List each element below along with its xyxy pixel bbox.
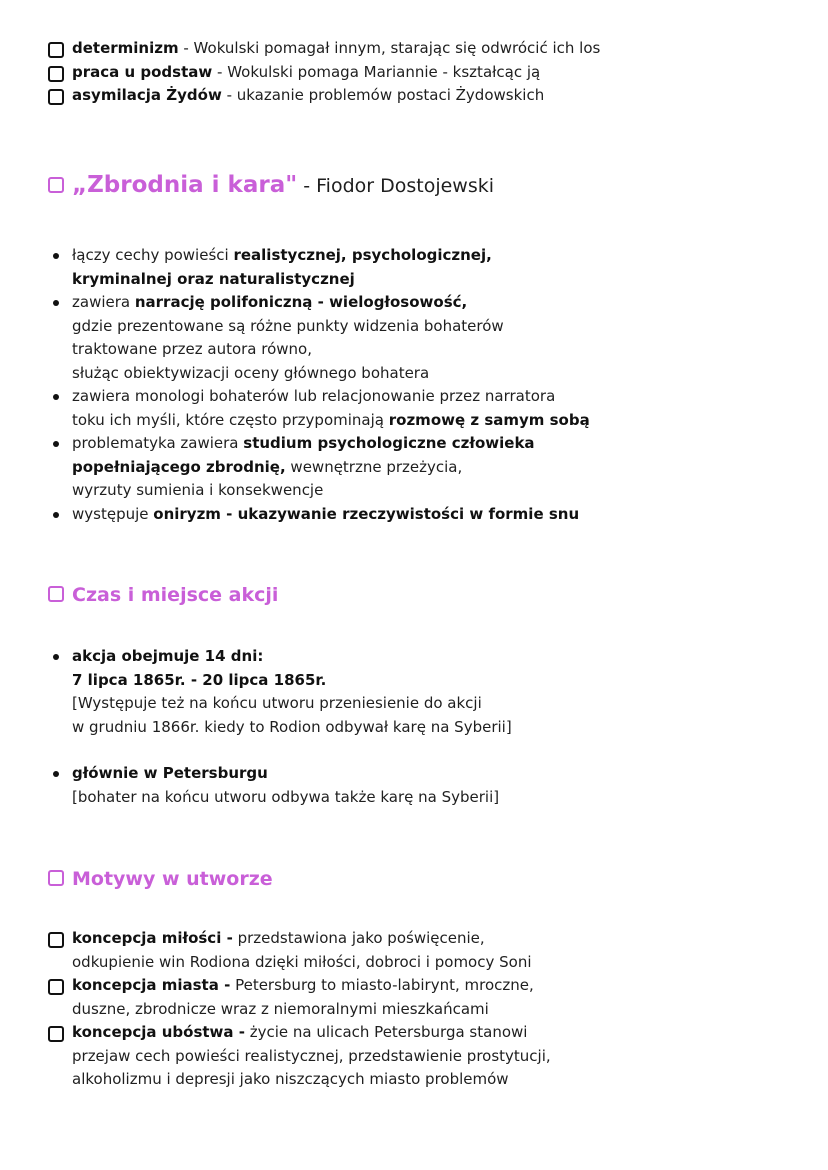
text-line (72, 645, 512, 669)
text-line (72, 1068, 551, 1092)
checkbox-icon[interactable] (48, 870, 64, 886)
text-segment: Petersburg to miasto-labirynt, mroczne, (230, 976, 534, 994)
text-line (72, 456, 590, 480)
bullet-icon (53, 300, 59, 306)
text-segment: odkupienie win Rodiona dzięki miłości, dobroci i pomocy Soni (72, 952, 532, 971)
bold-text: 7 lipca 1865r. - 20 lipca 1865r. (72, 670, 327, 689)
checkbox-icon[interactable] (48, 66, 64, 82)
checkbox-icon[interactable] (48, 932, 64, 948)
checkbox-icon[interactable] (48, 42, 64, 58)
text-segment: służąc obiektywizacji oceny głównego bohatera (72, 363, 430, 382)
bold-text: kryminalnej oraz naturalistycznej (72, 269, 355, 288)
text-line (72, 268, 590, 292)
text-segment: przedstawiona jako poświęcenie, (232, 929, 485, 947)
text-line (72, 432, 590, 456)
text-line (72, 927, 551, 951)
checkbox-icon[interactable] (48, 586, 64, 602)
text-line (72, 409, 590, 433)
bullet-icon (53, 441, 59, 447)
section-heading-czas (48, 584, 278, 606)
section1-bullets (48, 244, 590, 526)
section2-bullets (48, 645, 512, 809)
bold-text: popełniającego zbrodnię, (72, 457, 286, 476)
text-line (72, 315, 590, 339)
bullet-icon (53, 512, 59, 518)
checkbox-icon[interactable] (48, 1026, 64, 1042)
bold-text: koncepcja miasta - (72, 976, 231, 994)
bullet-item (48, 645, 512, 739)
bullet-icon (53, 253, 59, 259)
text-line (72, 385, 590, 409)
text-segment: duszne, zbrodnicze wraz z niemoralnymi mieszkańcami (72, 999, 489, 1018)
spacer (48, 739, 512, 762)
text-segment: w grudniu 1866r. kiedy to Rodion odbywał karę na Syberii] (72, 717, 512, 736)
text-segment: problematyka zawiera (72, 434, 244, 452)
text-line (72, 1021, 551, 1045)
checklist-item: praca u podstaw - Wokulski pomaga Mariannie - kształcąc ją (48, 61, 600, 85)
text-line (72, 291, 590, 315)
bullet-icon (53, 771, 59, 777)
bold-text: narrację polifoniczną - wielogłosowość, (134, 293, 468, 311)
text-segment: toku ich myśli, które często przypominają (72, 410, 389, 429)
text-line (72, 762, 512, 786)
text-line (72, 692, 512, 716)
bullet-item (48, 503, 590, 527)
text-segment: łączy cechy powieści (72, 246, 234, 264)
text-line (72, 244, 590, 268)
bold-text: koncepcja ubóstwa - (72, 1023, 245, 1041)
section-subtitle: - Fiodor Dostojewski (303, 175, 495, 197)
checkbox-icon[interactable] (48, 979, 64, 995)
text-line (72, 338, 590, 362)
bullet-item (48, 244, 590, 291)
text-segment: traktowane przez autora równo, (72, 340, 312, 358)
text-line (72, 716, 512, 740)
bullet-icon (53, 654, 59, 660)
bold-text: oniryzm - ukazywanie rzeczywistości w formie snu (153, 504, 580, 523)
section3-checklist (48, 927, 551, 1092)
bullet-item (48, 762, 512, 809)
checklist-item (48, 927, 551, 974)
text-segment: przejaw cech powieści realistycznej, przedstawienie prostytucji, (72, 1046, 551, 1065)
text-segment: występuje (72, 504, 154, 523)
bold-text: realistycznej, psychologicznej, (233, 246, 492, 264)
checkbox-icon[interactable] (48, 89, 64, 105)
section-title: Motywy w utworze (72, 868, 273, 890)
bold-text: rozmowę z samym sobą (388, 410, 590, 429)
bold-text: koncepcja miłości - (72, 929, 233, 947)
text-segment: [bohater na końcu utworu odbywa także karę na Syberii] (72, 787, 500, 806)
text-line (72, 1045, 551, 1069)
text-segment: wyrzuty sumienia i konsekwencje (72, 481, 324, 499)
bold-text: głównie w Petersburgu (72, 764, 268, 782)
text-segment: zawiera (72, 293, 135, 311)
text-line (72, 669, 512, 693)
section-title: „Zbrodnia i kara" (72, 172, 298, 198)
bold-text: akcja obejmuje 14 dni: (72, 647, 264, 665)
top-checklist (48, 37, 600, 108)
text-segment: zawiera monologi bohaterów lub relacjonowanie przez narratora (72, 387, 556, 405)
bullet-item (48, 432, 590, 503)
text-segment: [Występuje też na końcu utworu przeniesienie do akcji (72, 694, 482, 712)
text-segment: alkoholizmu i depresji jako niszczących miasto problemów (72, 1070, 509, 1088)
bold-text: studium psychologiczne człowieka (243, 434, 535, 452)
bullet-icon (53, 394, 59, 400)
text-line (72, 786, 512, 810)
bullet-item (48, 385, 590, 432)
checklist-item: asymilacja Żydów - ukazanie problemów postaci Żydowskich (48, 84, 600, 108)
checklist-item: determinizm - Wokulski pomagał innym, starając się odwrócić ich los (48, 37, 600, 61)
text-line (72, 503, 590, 527)
text-segment: wewnętrzne przeżycia, (285, 457, 463, 476)
checklist-item (48, 1021, 551, 1092)
section-title: Czas i miejsce akcji (72, 584, 279, 606)
bullet-item (48, 291, 590, 385)
text-line (72, 479, 590, 503)
text-line (72, 362, 590, 386)
section-heading-motywy (48, 868, 273, 890)
checkbox-icon[interactable] (48, 177, 64, 193)
section-heading-zbrodnia (48, 172, 494, 198)
text-line (72, 998, 551, 1022)
checklist-item (48, 974, 551, 1021)
text-segment: gdzie prezentowane są różne punkty widzenia bohaterów (72, 316, 504, 335)
text-line (72, 951, 551, 975)
text-segment: życie na ulicach Petersburga stanowi (244, 1023, 528, 1041)
text-line (72, 974, 551, 998)
